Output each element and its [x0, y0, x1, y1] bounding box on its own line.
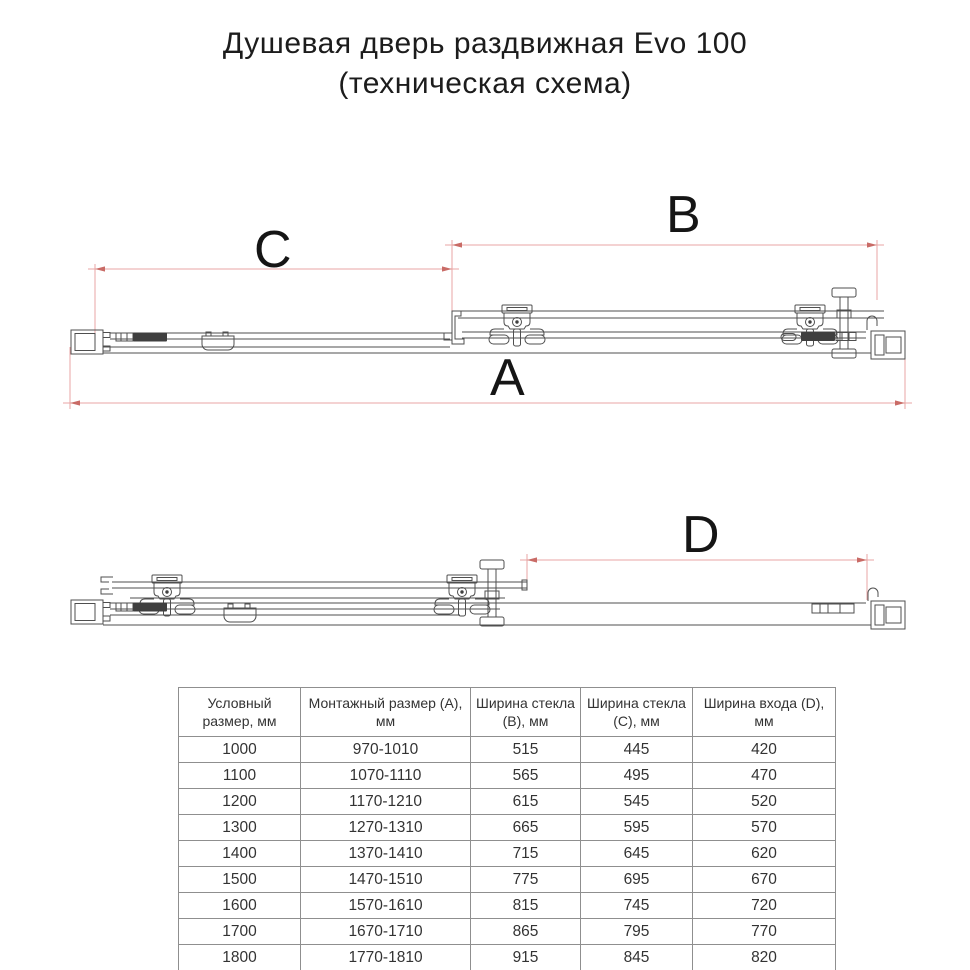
- table-cell: 645: [581, 841, 693, 867]
- wall-profile-right-bottom: [871, 601, 905, 629]
- table-cell: 520: [693, 789, 836, 815]
- table-cell: 545: [581, 789, 693, 815]
- table-cell: 620: [693, 841, 836, 867]
- table-cell: 565: [471, 763, 581, 789]
- col-header-glass-width-c: Ширина стекла (С), мм: [581, 688, 693, 737]
- dimension-a-lines: [63, 347, 912, 409]
- table-row: [179, 789, 836, 815]
- table-row: [179, 867, 836, 893]
- table-cell: 1670-1710: [301, 919, 471, 945]
- table-cell: 770: [693, 919, 836, 945]
- table-cell: 670: [693, 867, 836, 893]
- table-cell: 745: [581, 893, 693, 919]
- col-header-glass-width-b: Ширина стекла (В), мм: [471, 688, 581, 737]
- table-cell: 1400: [179, 841, 301, 867]
- table-row: [179, 945, 836, 970]
- wall-profile-right-top: [871, 331, 905, 359]
- dimension-lines: [63, 240, 912, 600]
- table-cell: 1800: [179, 945, 301, 970]
- door-knob-bottom-view: [480, 560, 504, 626]
- bottom-guide-clip-bottom-view: [224, 604, 256, 622]
- table-cell: 795: [581, 919, 693, 945]
- table-cell: 495: [581, 763, 693, 789]
- table-cell: 820: [693, 945, 836, 970]
- dimension-label-a: A: [490, 349, 525, 407]
- table-cell: 715: [471, 841, 581, 867]
- col-header-nominal-size: Условный размер, мм: [179, 688, 301, 737]
- table-cell: 615: [471, 789, 581, 815]
- col-header-mounting-size-a: Монтажный размер (А), мм: [301, 688, 471, 737]
- table-row: [179, 919, 836, 945]
- table-cell: 420: [693, 737, 836, 763]
- table-cell: 1070-1110: [301, 763, 471, 789]
- table-row: [179, 763, 836, 789]
- wall-profile-left-top: [71, 330, 110, 354]
- table-cell: 865: [471, 919, 581, 945]
- magnet-strip-right-bottom: [812, 604, 854, 613]
- dimension-b-lines: [445, 240, 884, 300]
- table-cell: 1300: [179, 815, 301, 841]
- table-cell: 815: [471, 893, 581, 919]
- table-cell: 1170-1210: [301, 789, 471, 815]
- dimension-label-d: D: [682, 506, 720, 564]
- table-row: [179, 815, 836, 841]
- handle-strip-dark-bottom: [133, 603, 167, 612]
- table-cell: 470: [693, 763, 836, 789]
- table-cell: 720: [693, 893, 836, 919]
- table-cell: 1770-1810: [301, 945, 471, 970]
- table-cell: 570: [693, 815, 836, 841]
- table-cell: 1270-1310: [301, 815, 471, 841]
- dimension-label-b: B: [666, 186, 701, 244]
- table-header-row: [179, 688, 836, 737]
- table-cell: 1100: [179, 763, 301, 789]
- door-knob-top-view: [832, 288, 856, 358]
- table-cell: 1200: [179, 789, 301, 815]
- table-cell: 515: [471, 737, 581, 763]
- table-row: [179, 737, 836, 763]
- roller-carriage-icon: [434, 575, 490, 616]
- wall-profile-left-bottom: [71, 600, 110, 624]
- bottom-view-open-door: [71, 560, 905, 629]
- table-cell: 775: [471, 867, 581, 893]
- col-header-entry-width-d: Ширина входа (D), мм: [693, 688, 836, 737]
- table-cell: 970-1010: [301, 737, 471, 763]
- page-title-line1: Душевая дверь раздвижная Evo 100: [222, 27, 748, 60]
- magnet-strip-left: [116, 333, 133, 341]
- size-table: [178, 687, 836, 970]
- table-row: [179, 841, 836, 867]
- table-row: [179, 893, 836, 919]
- table-cell: 1570-1610: [301, 893, 471, 919]
- table-cell: 1600: [179, 893, 301, 919]
- dimension-label-c: C: [254, 221, 292, 279]
- table-cell: 695: [581, 867, 693, 893]
- table-cell: 1470-1510: [301, 867, 471, 893]
- table-cell: 665: [471, 815, 581, 841]
- table-cell: 915: [471, 945, 581, 970]
- table-cell: 845: [581, 945, 693, 970]
- table-cell: 1000: [179, 737, 301, 763]
- table-cell: 1370-1410: [301, 841, 471, 867]
- magnet-strip-left-bottom: [116, 603, 133, 611]
- table-cell: 595: [581, 815, 693, 841]
- table-cell: 445: [581, 737, 693, 763]
- top-view-closed-door: [71, 288, 905, 359]
- anti-splash-hook: [868, 588, 878, 601]
- page-title-line2: (техническая схема): [338, 67, 632, 100]
- table-cell: 1700: [179, 919, 301, 945]
- track-end-clip: [101, 577, 113, 594]
- table-cell: 1500: [179, 867, 301, 893]
